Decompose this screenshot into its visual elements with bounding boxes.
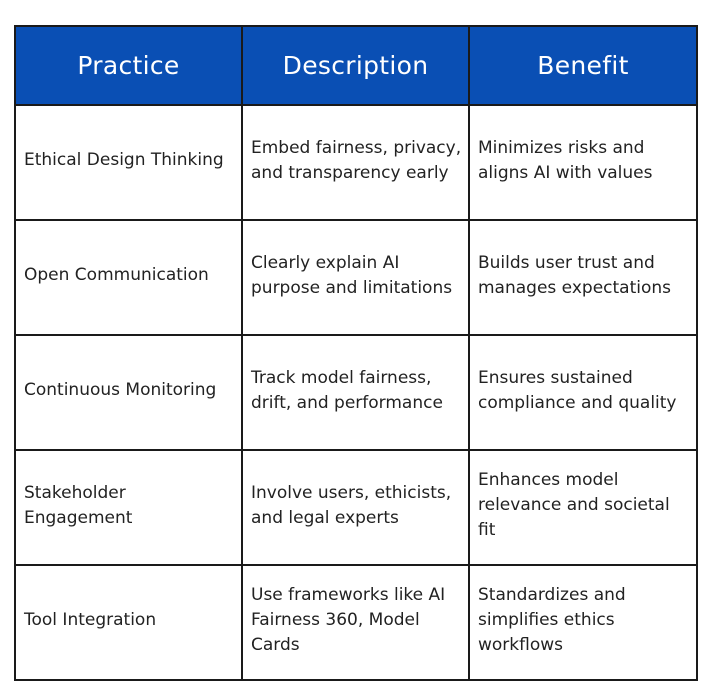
description-cell: Use frameworks like AI Fairness 360, Model Cards: [242, 565, 469, 680]
practice-cell: Stakeholder Engagement: [15, 450, 242, 565]
practices-table: [14, 25, 698, 681]
benefit-cell: Enhances model relevance and societal fit: [469, 450, 697, 565]
header-description: Description: [242, 26, 469, 105]
table-row: [15, 220, 697, 335]
benefit-cell: Standardizes and simplifies ethics workflows: [469, 565, 697, 680]
table-row: [15, 105, 697, 220]
practice-cell: Continuous Monitoring: [15, 335, 242, 450]
practice-cell: Open Communication: [15, 220, 242, 335]
practice-cell: Ethical Design Thinking: [15, 105, 242, 220]
description-cell: Track model fairness, drift, and performance: [242, 335, 469, 450]
table-row: [15, 335, 697, 450]
practice-cell: Tool Integration: [15, 565, 242, 680]
table-row: [15, 450, 697, 565]
benefit-cell: Minimizes risks and aligns AI with values: [469, 105, 697, 220]
description-cell: Clearly explain AI purpose and limitations: [242, 220, 469, 335]
header-benefit: Benefit: [469, 26, 697, 105]
table-row: [15, 565, 697, 680]
benefit-cell: Builds user trust and manages expectations: [469, 220, 697, 335]
header-practice: Practice: [15, 26, 242, 105]
benefit-cell: Ensures sustained compliance and quality: [469, 335, 697, 450]
description-cell: Involve users, ethicists, and legal experts: [242, 450, 469, 565]
description-cell: Embed fairness, privacy, and transparency early: [242, 105, 469, 220]
header-row: [15, 26, 697, 105]
